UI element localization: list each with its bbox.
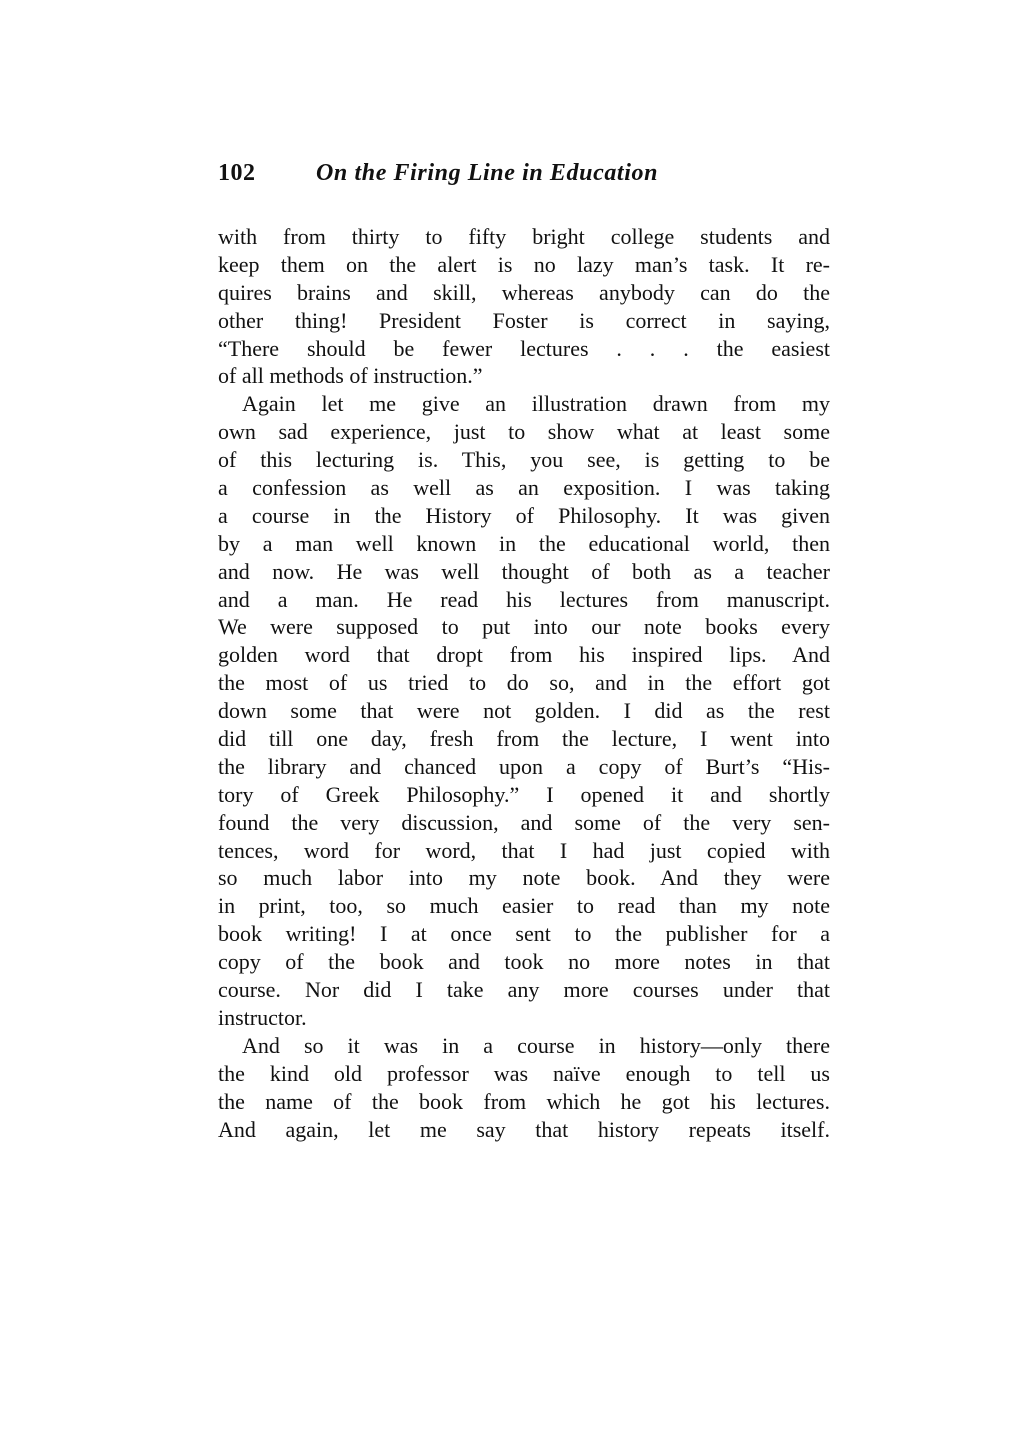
page-number: 102 (218, 160, 256, 186)
text-line: And again, let me say that history repeats itself. (218, 1116, 830, 1142)
paragraph-2 (218, 390, 830, 1031)
text-line: And so it was in a course in history—only there (242, 1032, 830, 1058)
text-line: keep them on the alert is no lazy man’s task. It re- (218, 251, 830, 277)
text-line: and now. He was well thought of both as a teacher (218, 558, 830, 584)
text-line: the most of us tried to do so, and in the effort got (218, 670, 830, 696)
text-line: other thing! President Foster is correct in saying, (218, 307, 830, 333)
text-line: copy of the book and took no more notes in that (218, 949, 830, 975)
text-line: found the very discussion, and some of the very sen- (218, 809, 830, 835)
text-line: book writing! I at once sent to the publisher for a (218, 921, 830, 947)
text-line: with from thirty to fifty bright college students and (218, 224, 830, 249)
text-line: tory of Greek Philosophy.” I opened it and shortly (218, 781, 830, 807)
text-line: so much labor into my note book. And they were (218, 865, 830, 891)
text-line: a confession as well as an exposition. I was taking (218, 475, 830, 501)
text-line: the library and chanced upon a copy of Burt’s “His- (218, 753, 830, 779)
text-line: the kind old professor was naïve enough to tell us (218, 1060, 830, 1086)
text-line: a course in the History of Philosophy. It was given (218, 502, 830, 528)
paragraph-1 (218, 223, 830, 390)
running-title: On the Firing Line in Education (316, 160, 659, 186)
text-line: own sad experience, just to show what at least some (218, 419, 830, 445)
text-line: of all methods of instruction.” (218, 363, 483, 389)
text-line: instructor. (218, 1004, 307, 1030)
text-line: and a man. He read his lectures from manuscript. (218, 586, 830, 612)
text-line: of this lecturing is. This, you see, is getting to be (218, 447, 830, 473)
text-line: golden word that dropt from his inspired lips. And (218, 642, 830, 668)
text-line: tences, word for word, that I had just copied with (218, 837, 830, 863)
text-line: Again let me give an illustration drawn from my (242, 391, 830, 417)
running-head (218, 160, 830, 196)
paragraph-3 (218, 1032, 830, 1144)
text-line: “There should be fewer lectures . . . the easiest (218, 335, 830, 361)
body-text (218, 223, 830, 1143)
text-line: the name of the book from which he got his lectures. (218, 1088, 830, 1114)
text-line: quires brains and skill, whereas anybody can do the (218, 279, 830, 305)
text-line: course. Nor did I take any more courses under that (218, 977, 830, 1003)
text-line: by a man well known in the educational world, then (218, 530, 830, 556)
text-line: We were supposed to put into our note books every (218, 614, 830, 640)
text-line: did till one day, fresh from the lecture, I went into (218, 726, 830, 752)
text-line: down some that were not golden. I did as the rest (218, 698, 830, 724)
text-line: in print, too, so much easier to read than my note (218, 893, 830, 919)
